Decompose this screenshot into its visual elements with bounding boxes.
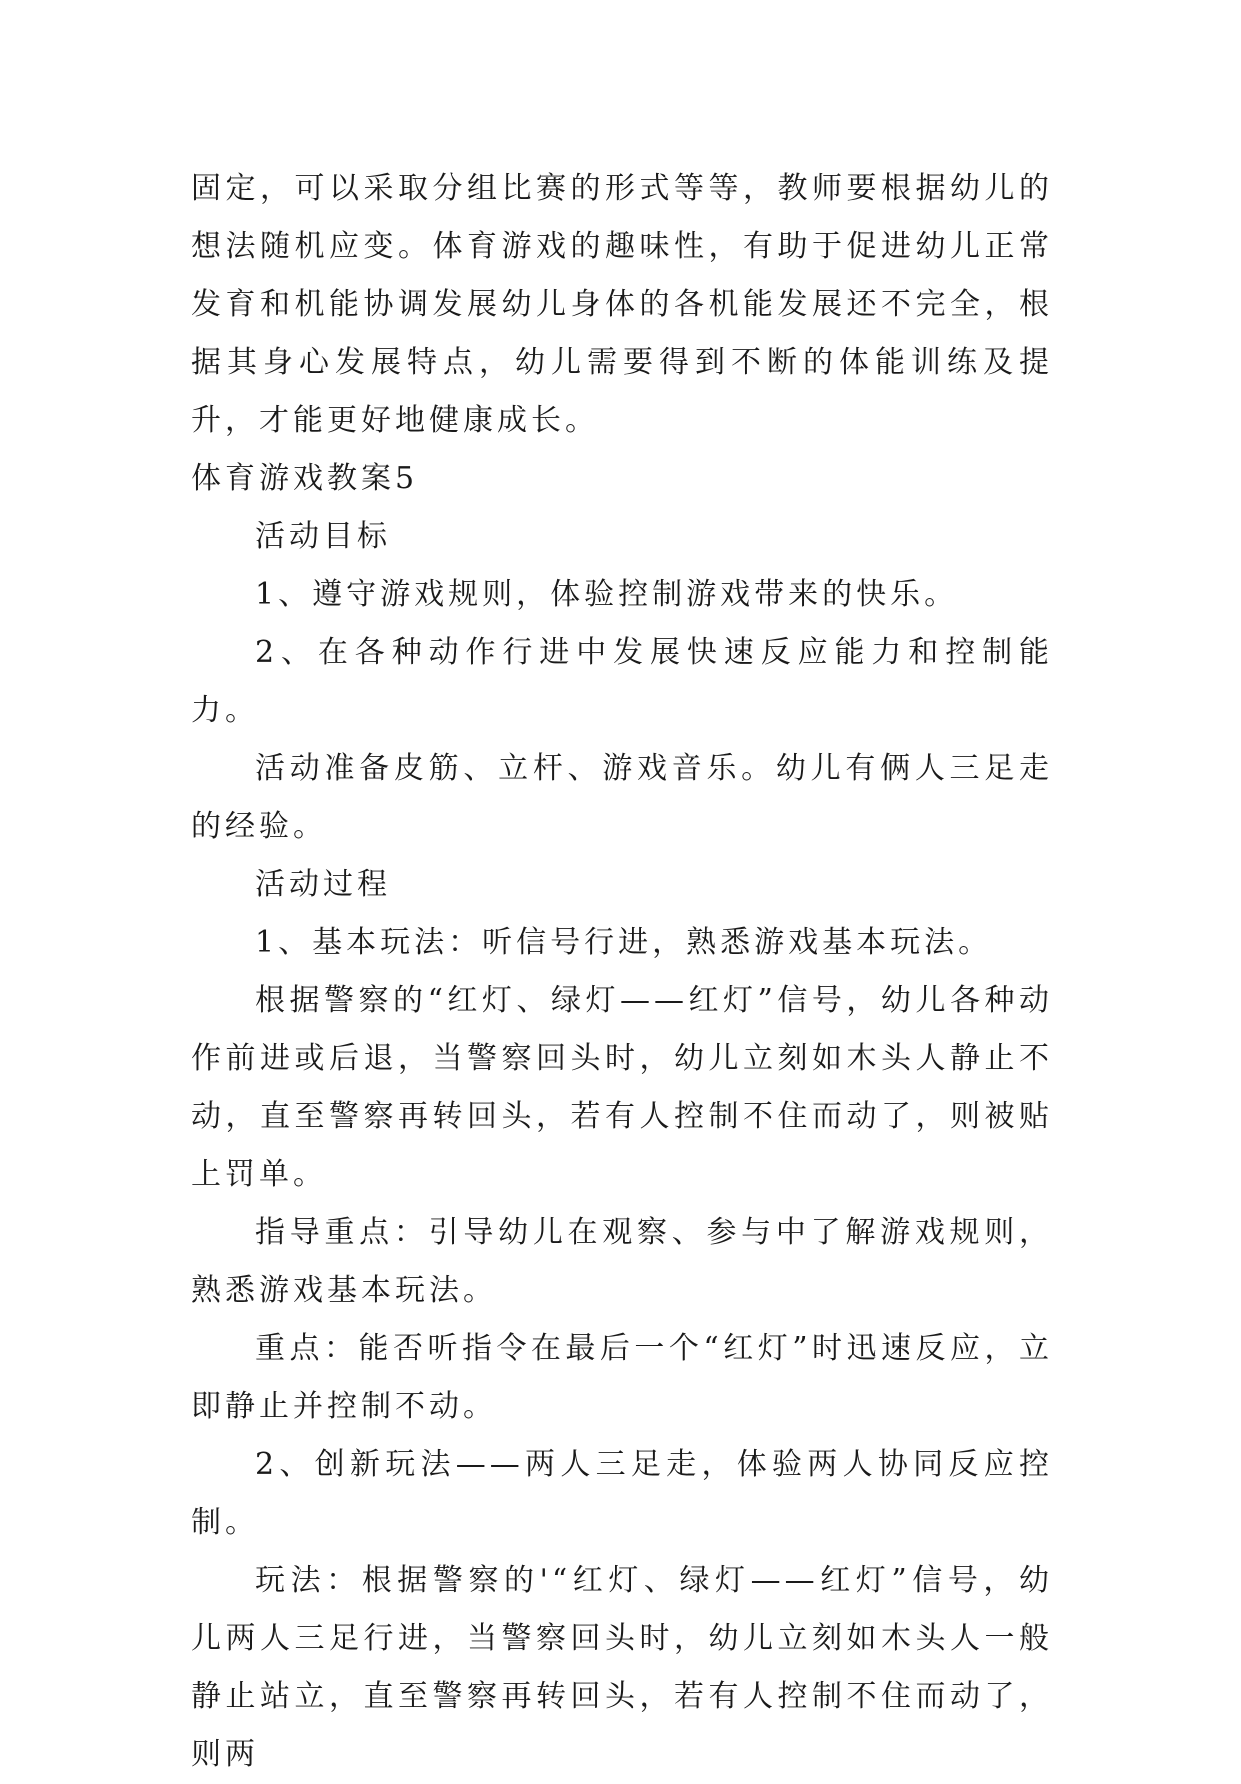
subheading-activity-goals: 活动目标 xyxy=(255,519,391,554)
paragraph-innovative-rules: 玩法：根据警察的'“红灯、绿灯——红灯”信号，幼儿两人三足行进，当警察回头时，幼儿立刻如木头人一般静止站立，直至警察再转回头，若有人控制不住而动了，则两 xyxy=(191,1563,1053,1772)
paragraph-guidance-focus: 指导重点：引导幼儿在观察、参与中了解游戏规则，熟悉游戏基本玩法。 xyxy=(191,1215,1053,1308)
subheading-activity-process: 活动过程 xyxy=(255,867,391,902)
paragraph-key-point: 重点：能否听指令在最后一个“红灯”时迅速反应，立即静止并控制不动。 xyxy=(191,1331,1053,1424)
process-step-2: 2、创新玩法——两人三足走，体验两人协同反应控制。 xyxy=(191,1447,1053,1540)
paragraph-activity-preparation: 活动准备皮筋、立杆、游戏音乐。幼儿有俩人三足走的经验。 xyxy=(191,751,1053,844)
process-step-1: 1、基本玩法：听信号行进，熟悉游戏基本玩法。 xyxy=(255,925,993,960)
goal-item-2: 2、在各种动作行进中发展快速反应能力和控制能力。 xyxy=(191,635,1053,728)
paragraph-continuation: 固定，可以采取分组比赛的形式等等，教师要根据幼儿的想法随机应变。体育游戏的趣味性，有助于促进幼儿正常发育和机能协调发展幼儿身体的各机能发展还不完全，根据其身心发展特点，幼儿需要得到不断的体能训练及提升，才能更好地健康成长。 xyxy=(191,171,1053,438)
goal-item-1: 1、遵守游戏规则，体验控制游戏带来的快乐。 xyxy=(255,577,959,612)
section-title: 体育游戏教案5 xyxy=(191,461,419,496)
document-body xyxy=(191,160,1053,1784)
paragraph-basic-rules: 根据警察的“红灯、绿灯——红灯”信号，幼儿各种动作前进或后退，当警察回头时，幼儿立刻如木头人静止不动，直至警察再转回头，若有人控制不住而动了，则被贴上罚单。 xyxy=(191,983,1053,1192)
